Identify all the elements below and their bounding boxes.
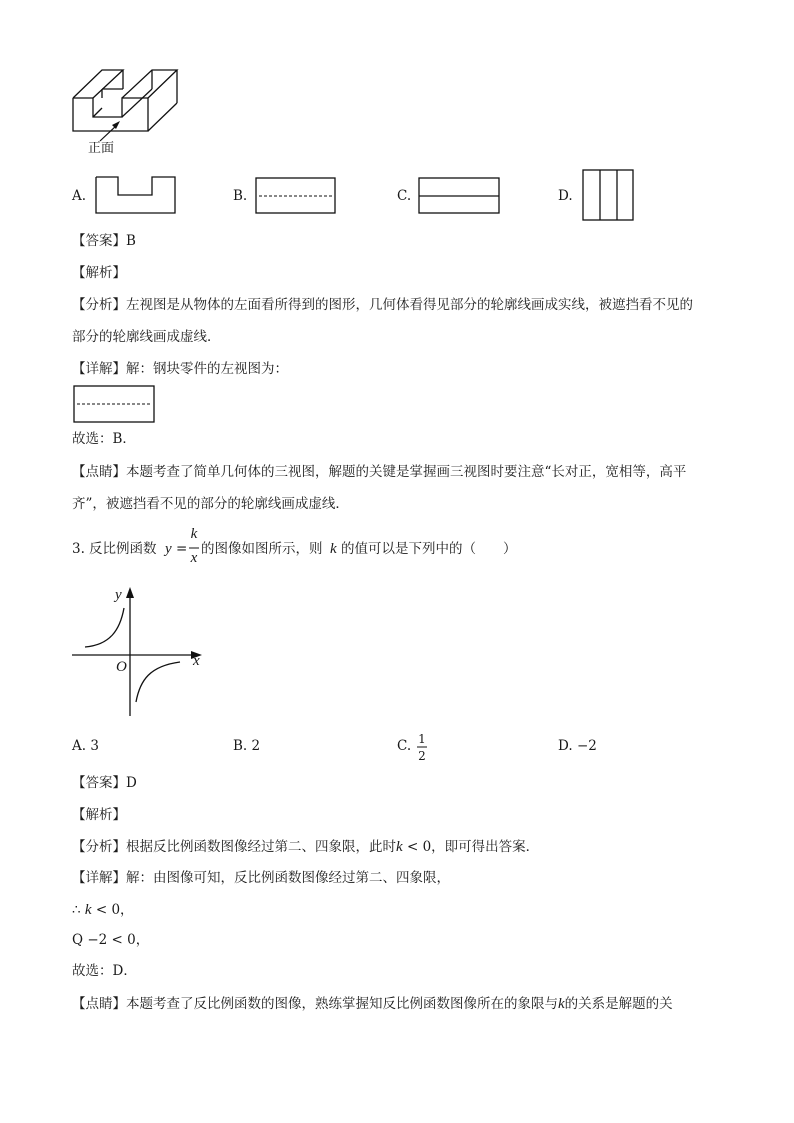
q3-answer (72, 777, 137, 791)
fenxi-tag: 【分析】 (72, 839, 126, 855)
q3-stem-a: 反比例函数 (89, 541, 157, 557)
graph-y-label: y (115, 587, 122, 603)
q3-fenxi: 【分析】根据反比例函数图像经过第二、四象限，此时k < 0，即可得出答案． (72, 839, 540, 855)
answer-tag: 【答案】 (72, 775, 126, 791)
fenxi-tag: 【分析】 (72, 297, 126, 313)
q3-dianjing: 【点睛】本题考查了反比例函数的图像，熟练掌握知反比例函数图像所在的象限与k的关系是解题的关 (72, 996, 673, 1012)
formula-numerator: k (190, 526, 198, 542)
q3-step1: ∴ k < 0， (72, 902, 134, 918)
option-d-letter: D. (558, 188, 573, 204)
xiangjie-tag: 【详解】 (72, 870, 126, 886)
answer-tag: 【答案】 (72, 233, 126, 249)
answer-value: B (126, 233, 136, 249)
formula-y: y (165, 541, 172, 557)
dianjing-tag: 【点睛】 (72, 464, 126, 480)
graph-origin-label: O (116, 659, 127, 675)
fenxi-text: 左视图是从物体的左面看所得到的图形，几何体看得见部分的轮廓线画成实线，被遮挡看不见的 (126, 297, 693, 313)
q3-xiangjie: 【详解】解：由图像可知，反比例函数图像经过第二、四象限， (72, 870, 450, 886)
q3-option-a: A. 3 (72, 738, 99, 754)
stem-k: k (330, 541, 337, 557)
q3-option-c-num: 1 (418, 732, 426, 746)
option-c-letter: C. (397, 188, 412, 204)
xiangjie-tag: 【详解】 (72, 361, 126, 377)
q3-analysis-tag: 【解析】 (72, 807, 126, 823)
dianjing-text: 本题考查了简单几何体的三视图，解题的关键是掌握画三视图时要注意“长对正，宽相等，高平 (126, 464, 687, 480)
xiangjie-text: 解：钢块零件的左视图为： (126, 361, 288, 377)
formula-eq: = (176, 541, 188, 557)
front-view-label: 正面 (88, 141, 115, 156)
q3-option-c-den: 2 (418, 749, 426, 763)
q3-option-c-letter: C. (397, 738, 412, 754)
option-a-letter: A. (72, 188, 87, 204)
q2-dianjing-line2: 齐”，被遮挡看不见的部分的轮廓线画成虚线． (72, 496, 349, 512)
q3-option-d: D. −2 (558, 738, 597, 754)
q2-fenxi-line2: 部分的轮廓线画成虚线． (72, 329, 221, 345)
dianjing-tag: 【点睛】 (72, 996, 126, 1012)
q3-option-b: B. 2 (233, 738, 261, 754)
q3-stem-c: 的值可以是下列中的（ ） (341, 541, 517, 557)
q3-stem-b: 的图像如图所示，则 (201, 541, 323, 557)
answer-value: D (126, 775, 137, 791)
q2-choose: 故选：B． (72, 431, 136, 447)
q3-step2: Q −2 < 0， (72, 932, 150, 948)
graph-x-label: x (193, 653, 200, 669)
q2-analysis-tag: 【解析】 (72, 265, 126, 281)
q3-choose: 故选：D． (72, 963, 137, 979)
q3-number: 3. (72, 541, 85, 557)
formula-denominator: x (190, 550, 198, 566)
option-b-letter: B. (233, 188, 248, 204)
